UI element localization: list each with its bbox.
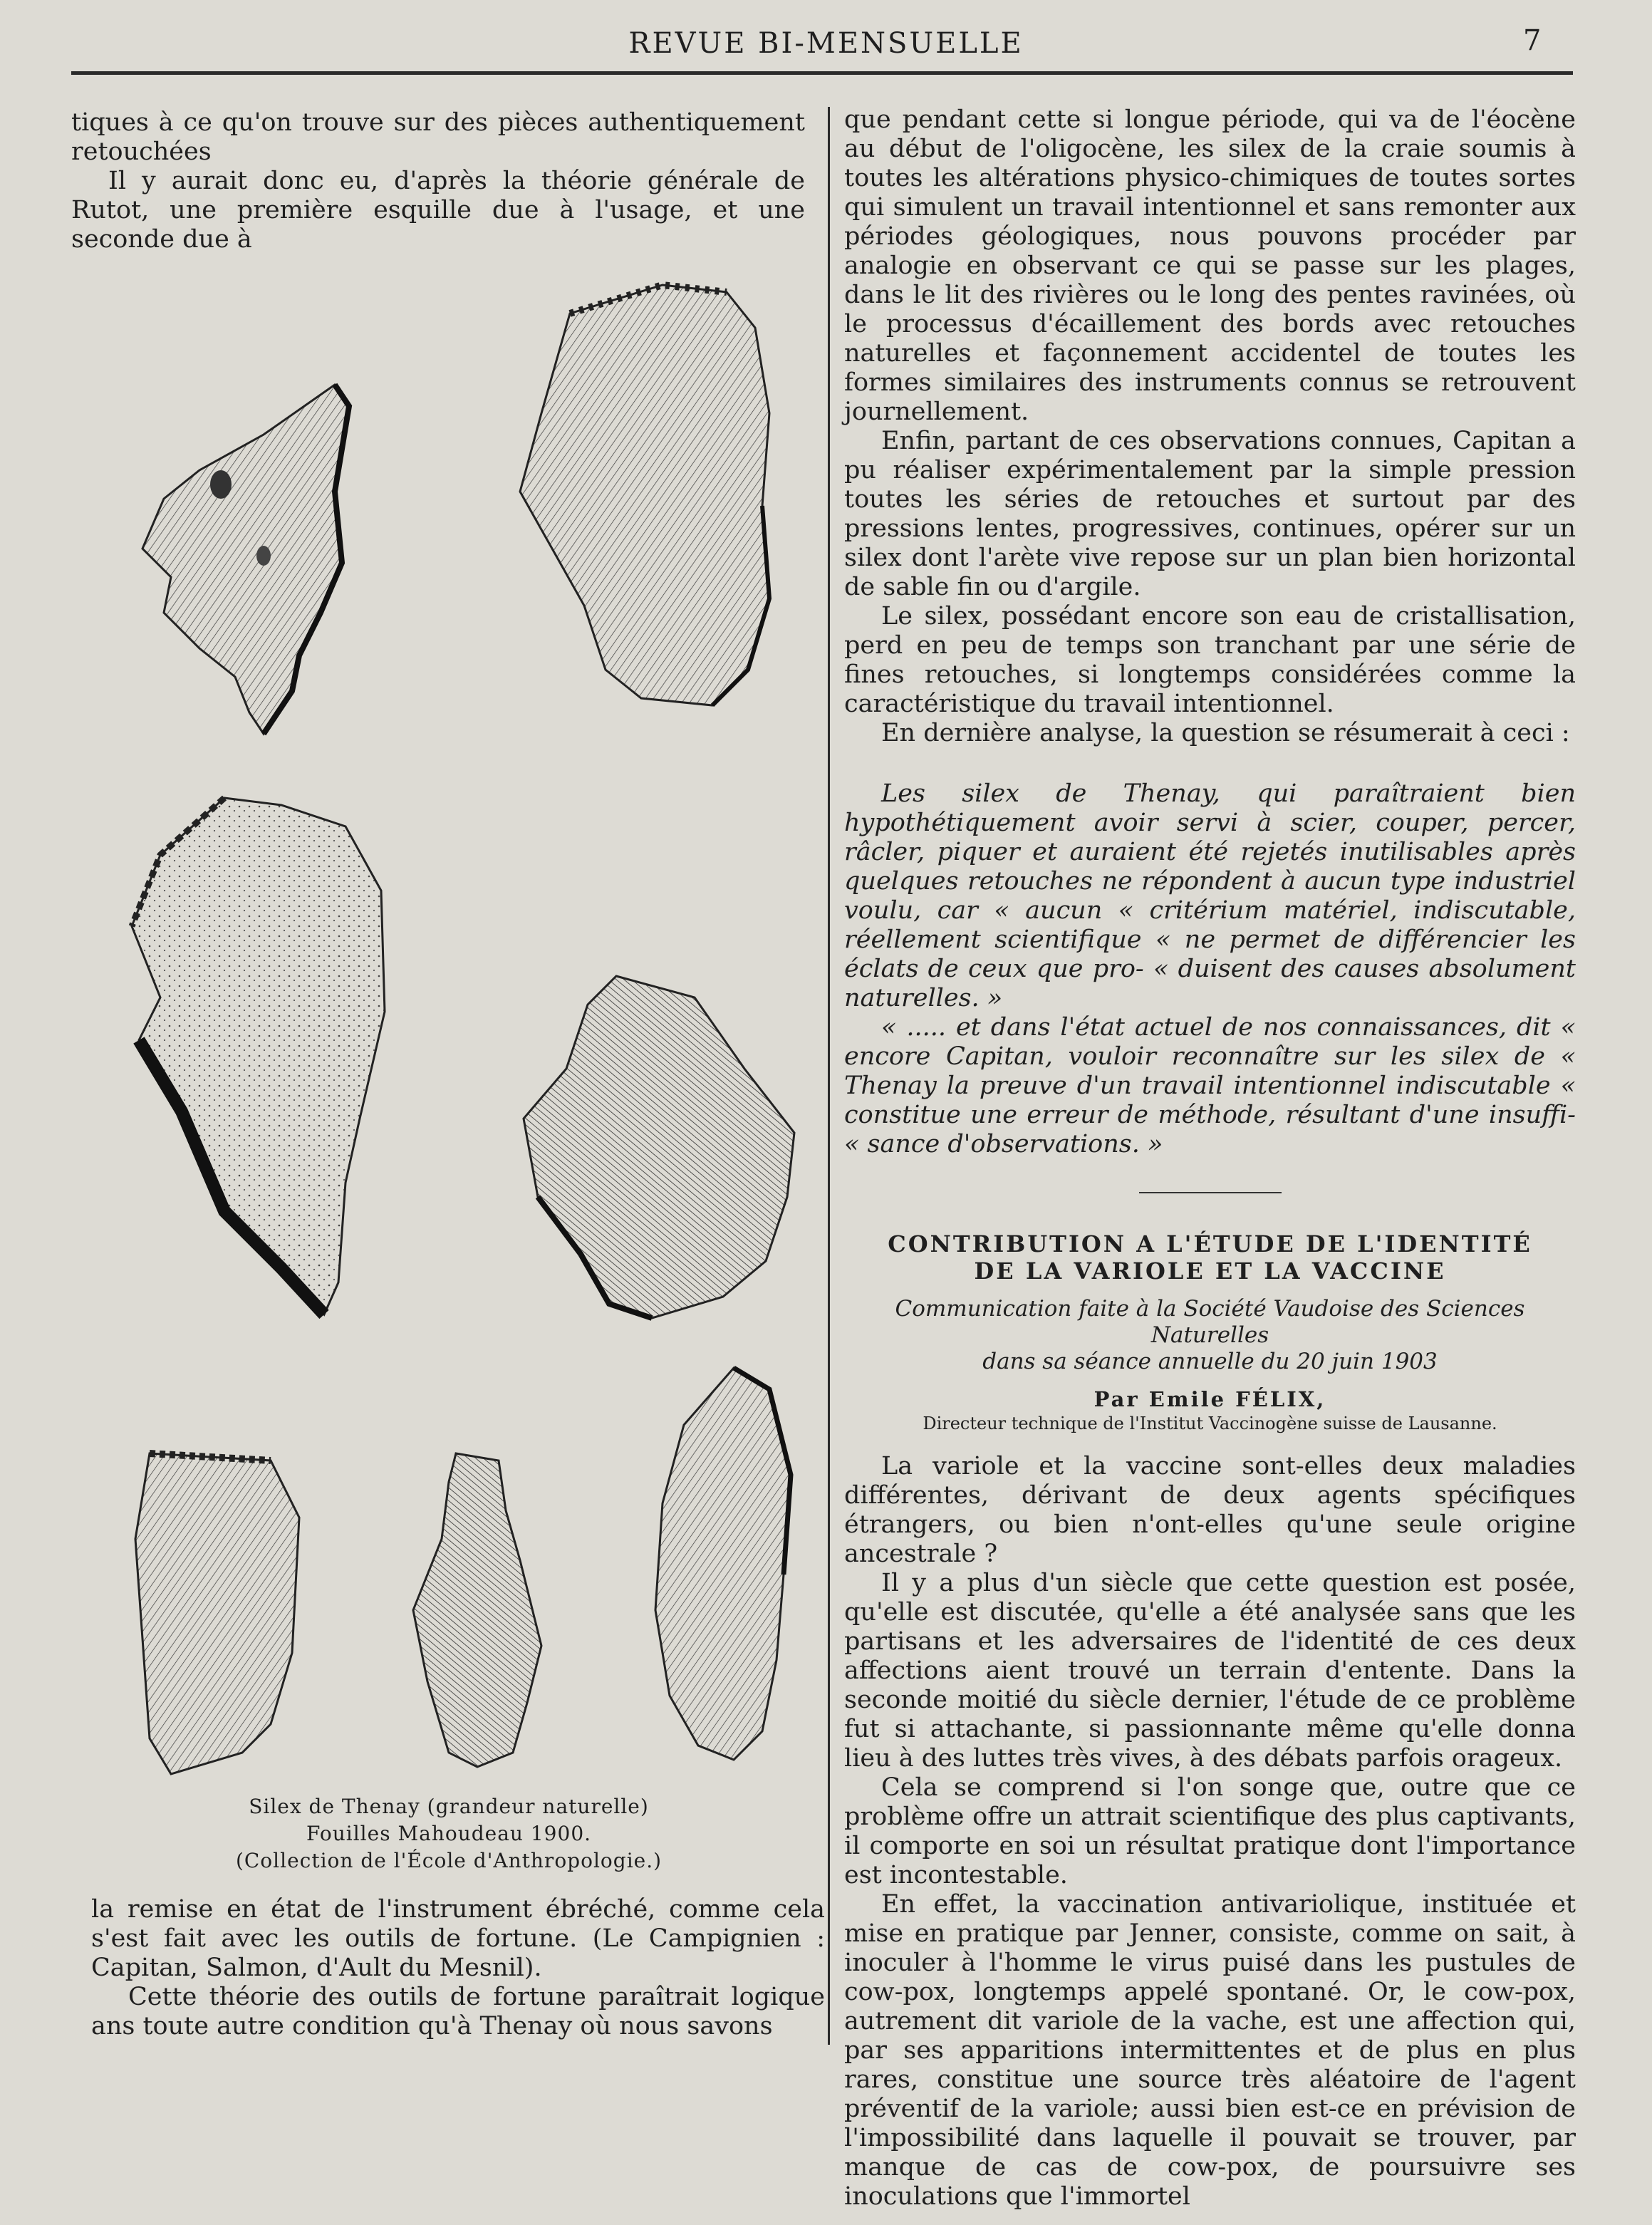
caption-line: (Collection de l'École d'Anthropologie.) <box>235 1849 663 1872</box>
header-rule <box>71 71 1573 75</box>
left-paragraph: Cette théorie des outils de fortune paraîtrait logique ans toute autre condition qu'à Thenay où nous savons <box>91 1983 825 2040</box>
header-title: REVUE BI-MENSUELLE <box>628 27 1024 60</box>
article-title: CONTRIBUTION A L'ÉTUDE DE L'IDENTITÉ <box>888 1230 1532 1257</box>
page-number: 7 <box>1523 24 1542 57</box>
left-paragraph: tiques à ce qu'on trouve sur des pièces authentiquement retouchées <box>71 108 805 166</box>
flint-drawing-icon <box>121 378 356 748</box>
caption-line: Silex de Thenay (grandeur naturelle) <box>249 1795 649 1818</box>
article-paragraph: En effet, la vaccination antivariolique, instituée et mise en pratique par Jenner, consiste, comme on sait, à inoculer à l'homme le virus puisé dans les pustules de cow-pox, longtemps appelé spontané. Or, le cow-pox, autrement dit variole de la vache, est une affection qui, par ses apparitions intermittentes et de plus en plus rares, constitue une source très aléatoire de l'agent préventif de la variole; aussi bien est-ce en prévision de l'impossibilité dans laquelle il pouvait se trouver, par manque de cas de cow-pox, de poursuivre ses inoculations que l'immortel <box>844 1890 1576 2211</box>
right-paragraph: Enfin, partant de ces observations connues, Capitan a pu réaliser expérimentalement par la simple pression toutes les séries de retouches et surtout par des pressions lentes, progressives, continues, opérer sur un silex dont l'arète vive repose sur un plan bien horizontal de sable fin ou d'argile. <box>844 427 1576 601</box>
figure-caption <box>142 1793 755 1874</box>
right-column-text <box>844 105 1576 2211</box>
left-paragraph: la remise en état de l'instrument ébréché, comme cela s'est fait avec les outils de fortune. (Le Campignien : Capitan, Salmon, d'Ault du Mesnil). <box>91 1895 825 1982</box>
flint-drawing-icon <box>509 962 809 1332</box>
article-communication <box>844 1296 1576 1375</box>
flint-drawing-icon <box>118 784 395 1325</box>
article-paragraph: Il y a plus d'un siècle que cette question est posée, qu'elle est discutée, qu'elle a été analysée sans que les partisans et les adversaires de l'identité de ces deux affections aient trouvé un terrain d'entente. Dans la seconde moitié du siècle dernier, l'étude de ce problème fut si attachante, si passionnante même qu'elle donna lieu à des luttes très vives, à des débats parfois orageux. <box>844 1569 1576 1773</box>
article-author-role: Directeur technique de l'Institut Vaccinogène suisse de Lausanne. <box>923 1414 1497 1433</box>
section-separator <box>1139 1192 1282 1193</box>
quote-paragraph: Les silex de Thenay, qui paraîtraient bien hypothétiquement avoir servi à scier, couper, percer, râcler, piquer et auraient été rejetés inutilisables après quelques retouches ne répondent à aucun type industriel voulu, car « aucun « critérium matériel, indiscutable, réellement scientifique « ne permet de différencier les éclats de ceux que pro- « duisent des causes absolument naturelles. » <box>844 779 1576 1012</box>
right-paragraph: Le silex, possédant encore son eau de cristallisation, perd en peu de temps son tranchant par une série de fines retouches, si longtemps considérées comme la caractéristique du travail intentionnel. <box>844 602 1576 718</box>
quote-paragraph: « ..... et dans l'état actuel de nos connaissances, dit « encore Capitan, vouloir reconnaître sur les silex de « Thenay la preuve d'un travail intentionnel indiscutable « constitue une erreur de méthode, résultant d'une insuffi- « sance d'observations. » <box>844 1013 1576 1158</box>
left-paragraph: Il y aurait donc eu, d'après la théorie générale de Rutot, une première esquille due à l'usage, et une seconde due à <box>71 167 805 254</box>
flint-drawing-icon <box>499 271 784 720</box>
right-paragraph: que pendant cette si longue période, qui va de l'éocène au début de l'oligocène, les silex de la craie soumis à toutes les altérations physico-chimiques de toutes sortes qui simulent un travail intentionnel et sans remonter aux périodes géologiques, nous pouvons procéder par analogie en observant ce qui se passe sur les plages, dans le lit des rivières ou le long des pentes ravinées, où le processus d'écaillement des bords avec retouches naturelles et façonnement accidentel de toutes les formes similaires des instruments connus se retrouvent journellement. <box>844 105 1576 426</box>
flint-drawing-icon <box>399 1446 549 1774</box>
article-paragraph: La variole et la vaccine sont-elles deux maladies différentes, dérivant de deux agents spécifiques étrangers, ou bien n'ont-elles qu'une seule origine ancestrale ? <box>844 1452 1576 1568</box>
left-column-top-text <box>71 108 805 254</box>
article-author: Par Emile FÉLIX, <box>1093 1387 1326 1411</box>
left-column-bottom-text <box>91 1895 825 2041</box>
flint-drawing-icon <box>641 1361 805 1767</box>
column-rule <box>828 107 830 2045</box>
article-paragraph: Cela se comprend si l'on songe que, outre que ce problème offre un attrait scientifique des plus captivants, il comporte en soi un résultat pratique dont l'importance est incontestable. <box>844 1773 1576 1889</box>
article-title: DE LA VARIOLE ET LA VACCINE <box>974 1257 1446 1285</box>
caption-line: Fouilles Mahoudeau 1900. <box>306 1822 592 1845</box>
flint-drawing-icon <box>128 1439 313 1781</box>
communication-line: Communication faite à la Société Vaudoise des Sciences Naturelles <box>895 1296 1525 1348</box>
communication-line: dans sa séance annuelle du 20 juin 1903 <box>982 1349 1438 1374</box>
right-paragraph: En dernière analyse, la question se résumerait à ceci : <box>881 719 1570 747</box>
